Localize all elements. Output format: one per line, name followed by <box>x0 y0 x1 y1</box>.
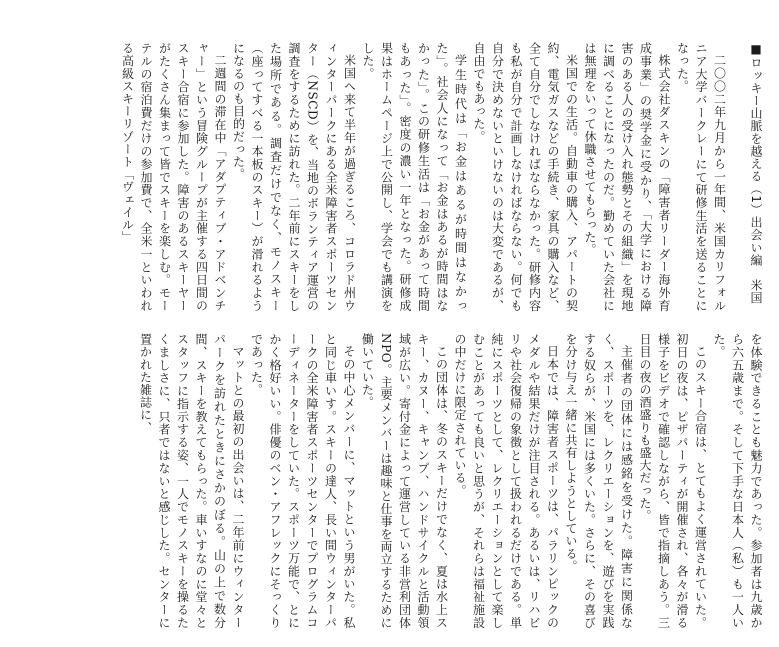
paragraph: その中心メンバーに、マットという男がいた。私と同じ車いす。スキーの達人、長い間ウィンターパークの全米障害者スポーツセンターでプログラムコーディネーターをしていた。スポーツ万能で、とにかく格好いい。俳優のベン・アフレックにそっくりであった。 <box>249 333 356 629</box>
paragraph: 学生時代は「お金はあるが時間はなかった」。社会人になって「お金はあるが時間はなかった」。この研修生活は「お金があって時間もあった」。密度の濃い一年となった。研修成果はホームページ上で公開し、学会でも講演をした。 <box>361 42 468 312</box>
bottom-text-block <box>79 333 765 629</box>
article-title <box>747 42 766 312</box>
paragraph: 米国での生活。自動車の購入、アパートの契約、電気ガスなどの手続き、家具の購入など、全て自分でしなければならなかった。研修内容も私が自分で計画しなければならない。何でも自分で決めないといけないのは大変であるが、自由でもあった。 <box>472 42 579 312</box>
paragraph: 米国へ来て半年が過ぎるころ、コロラド州ウィンターパークにある全米障害者スポーツセンター（NSCD）を、当地のボランティア運営の調査をするために訪れた。二年前にスキーをした場所である。調査だけでなく、モノスキー（座ってすべる一本板のスキー）が滑れるようになるのも目的だった。 <box>231 42 357 312</box>
paragraph: 主催者の団体には感銘を受けた。障害に関係なく、スポーツを、レクリエーションを、遊びを実践する奴らが、米国には多くいた。さらに、その喜びを分け与え一緒に共有しようとしている。 <box>564 333 634 629</box>
paragraph: 株式会社ダスキンの「障害者リーダー海外育成事業」の奨学金に受かり、「大学における障害のある人の受け入れ態勢とその組織」を現地に調べることになったのだ。勤めていた会社には無理をいって休職させてもらった。 <box>583 42 671 312</box>
paragraph: 二週間の滞在中「アダプティブ・アドベンチャー」という冒険グループが主催する四日間のスキー合宿に参加した。障害のあるスキーヤーがたくさん集まって皆でスキーを楽しむ。モーテルの宿泊費だけの参加費で、全米一といわれる高級スキーリゾート「ヴェイル」 <box>120 42 227 312</box>
paragraph: 日本では、障害者スポーツは、パラリンピックのメダルや結果だけが注目される。あるいは、リハビリや社会復帰の象徴として扱われるだけである。単純にスポーツとして、レクリエーションとして楽しむことがあっても良いと思うが、それらは福祉施設の中だけに限定されている。 <box>453 333 560 629</box>
paragraph: このスキー合宿は、とてもよく運営されていた。初日の夜は、ピザパーティが開催され、各々が滑る様子をビデオで確認しながら、皆で指摘しあう。三日目の夜の酒盛りも盛大だった。 <box>638 333 708 629</box>
paragraph: 二〇〇二年九月から一年間、米国カリフォルニア大学バークレーにて研修生活を送ることになった。 <box>675 42 727 312</box>
paragraph: マットとの最初の出会いは、二年前にウィンターパークを訪れたときにさかのぼる。山の上で数分間、スキーを教えてもらった。車いすなのに堂々とスタッフに指示する姿、一人でモノスキーを操るたくましさに、只者ではないと感じした。センターに置かれた雑誌に、 <box>138 333 245 629</box>
paragraph-continued: を体験できることも魅力であった。参加者は九歳から六五歳まで。そして下手な日本人（私）も一人いた。 <box>712 333 763 629</box>
article-title-text: ロッキー山脈を越える（1）出会い編 米国 <box>749 56 763 305</box>
paragraph: この団体は、冬のスキーだけでなく、夏は水上スキー、カヌー、キャンプ、ハンドサイクルと活動領域が広い。寄付金によって運営している非営利団体NPO。主要メンバーは趣味と仕事を両立するために働いていた。 <box>360 333 449 629</box>
top-text-block <box>79 42 765 312</box>
square-bullet-icon: ■ <box>749 42 763 57</box>
